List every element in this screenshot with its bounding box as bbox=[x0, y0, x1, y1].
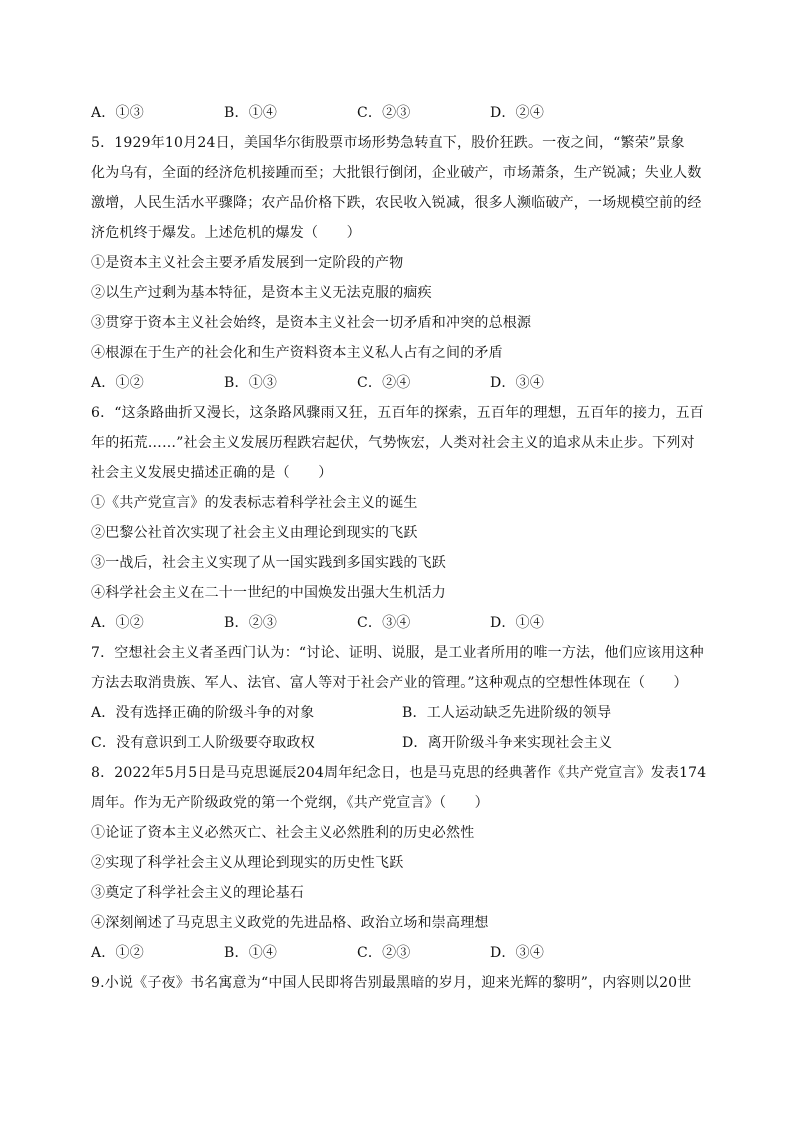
answer-option: A．①③ bbox=[91, 105, 144, 121]
answer-option: D．②④ bbox=[490, 105, 545, 121]
answer-option: A．没有选择正确的阶级斗争的对象 bbox=[91, 705, 315, 721]
text-line: ①《共产党宣言》的发表标志着科学社会主义的诞生 bbox=[91, 495, 418, 511]
text-line: 年的拓荒……”社会主义发展历程跌宕起伏，气势恢宏，人类对社会主义的追求从未止步。下列对 bbox=[91, 435, 695, 451]
question-content bbox=[91, 98, 717, 998]
text-line: ③一战后，社会主义实现了从一国实践到多国实践的飞跃 bbox=[91, 555, 446, 571]
text-line: ④根源在于生产的社会化和生产资料资本主义私人占有之间的矛盾 bbox=[91, 345, 503, 361]
text-line: 化为乌有，全面的经济危机接踵而至；大批银行倒闭，企业破产，市场萧条，生产锐减；失业人数 bbox=[91, 165, 702, 181]
answer-option: B．①③ bbox=[224, 375, 278, 391]
text-line: ④深刻阐述了马克思主义政党的先进品格、政治立场和崇高理想 bbox=[91, 915, 489, 931]
text-line: ①论证了资本主义必然灭亡、社会主义必然胜利的历史必然性 bbox=[91, 825, 475, 841]
answer-option: A．①② bbox=[91, 375, 144, 391]
text-line: ④科学社会主义在二十一世纪的中国焕发出强大生机活力 bbox=[91, 585, 446, 601]
answer-option: D．离开阶级斗争来实现社会主义 bbox=[402, 735, 613, 751]
text-line: 济危机终于爆发。上述危机的爆发（ ） bbox=[91, 225, 361, 241]
text-line: 9.小说《子夜》书名寓意为“中国人民即将告别最黑暗的岁月，迎来光辉的黎明”，内容则以20世 bbox=[91, 975, 692, 991]
answer-option: C．③④ bbox=[357, 615, 411, 631]
text-line: ①是资本主义社会主要矛盾发展到一定阶段的产物 bbox=[91, 255, 404, 271]
answer-option: B．①④ bbox=[224, 105, 278, 121]
text-line: 5．1929年10月24日，美国华尔街股票市场形势急转直下，股价狂跌。一夜之间，“繁荣”景象 bbox=[91, 135, 685, 151]
answer-option: C．没有意识到工人阶级要夺取政权 bbox=[91, 735, 315, 751]
answer-option: D．①④ bbox=[490, 615, 545, 631]
answer-option: A．①② bbox=[91, 615, 144, 631]
answer-options bbox=[91, 608, 717, 638]
answer-options bbox=[91, 938, 717, 968]
text-line: ③贯穿于资本主义社会始终，是资本主义社会一切矛盾和冲突的总根源 bbox=[91, 315, 532, 331]
answer-options bbox=[91, 728, 717, 758]
answer-option: B．②③ bbox=[224, 615, 278, 631]
answer-option: D．③④ bbox=[490, 945, 545, 961]
answer-options bbox=[91, 698, 717, 728]
text-line: ②巴黎公社首次实现了社会主义由理论到现实的飞跃 bbox=[91, 525, 418, 541]
answer-option: A．①② bbox=[91, 945, 144, 961]
text-line: 周年。作为无产阶级政党的第一个党纲，《共产党宣言》（ ） bbox=[91, 795, 489, 811]
answer-option: C．②③ bbox=[357, 105, 411, 121]
answer-option: D．③④ bbox=[490, 375, 545, 391]
text-line: 6．“这条路曲折又漫长，这条路风骤雨又狂，五百年的探索，五百年的理想，五百年的接力，五百 bbox=[91, 405, 704, 421]
text-line: 7．空想社会主义者圣西门认为：“讨论、证明、说服，是工业者所用的唯一方法，他们应该用这种 bbox=[91, 645, 704, 661]
answer-options bbox=[91, 98, 717, 128]
text-line: 8．2022年5月5日是马克思诞辰204周年纪念日，也是马克思的经典著作《共产党宣言》发表174 bbox=[91, 765, 707, 781]
text-line: ②实现了科学社会主义从理论到现实的历史性飞跃 bbox=[91, 855, 404, 871]
answer-option: B．①④ bbox=[224, 945, 278, 961]
text-line: 方法去取消贵族、军人、法官、富人等对于社会产业的管理。”这种观点的空想性体现在（ ） bbox=[91, 675, 688, 691]
answer-option: C．②④ bbox=[357, 375, 411, 391]
text-line: 激增，人民生活水平骤降；农产品价格下跌，农民收入锐减，很多人濒临破产，一场规模空前的经 bbox=[91, 195, 702, 211]
text-line: ②以生产过剩为基本特征，是资本主义无法克服的痼疾 bbox=[91, 285, 432, 301]
text-line: 社会主义发展史描述正确的是（ ） bbox=[91, 465, 333, 481]
answer-option: B．工人运动缺乏先进阶级的领导 bbox=[402, 705, 612, 721]
text-line: ③奠定了科学社会主义的理论基石 bbox=[91, 885, 304, 901]
answer-option: C．②③ bbox=[357, 945, 411, 961]
answer-options bbox=[91, 368, 717, 398]
